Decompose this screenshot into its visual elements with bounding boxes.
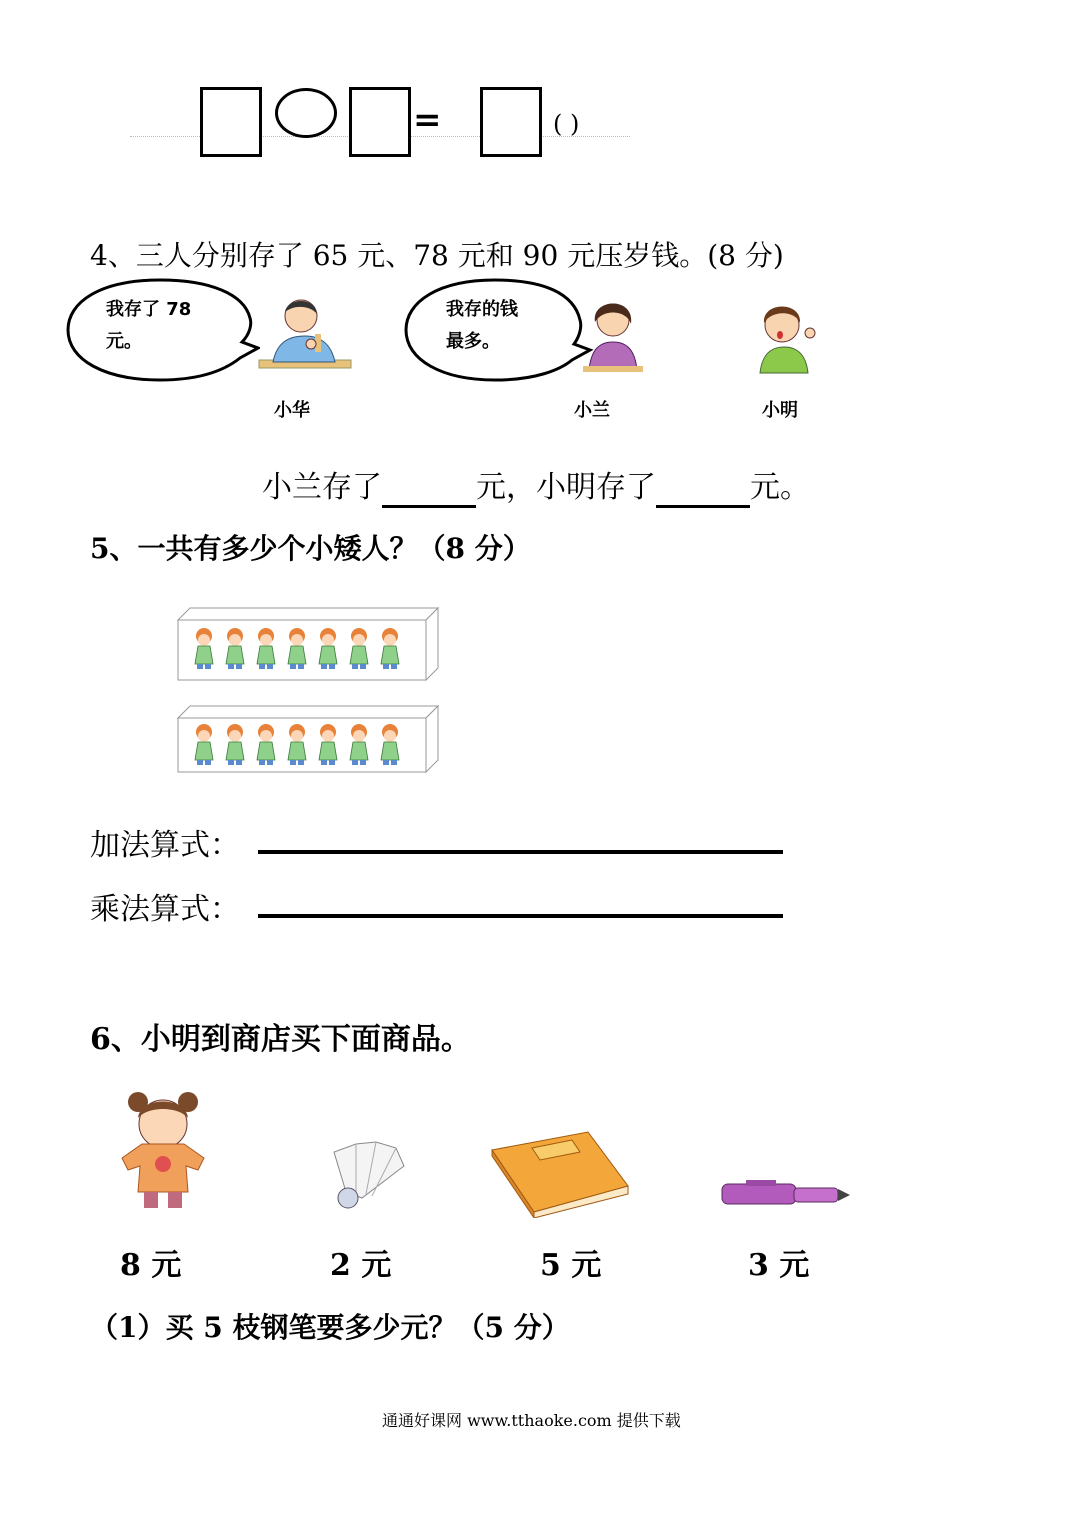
dwarf-figure	[319, 628, 337, 669]
answer-part-2: 元，小明存了	[476, 470, 656, 505]
dwarf-figure	[257, 724, 275, 765]
dwarf-figure	[350, 724, 368, 765]
name-xiaohua: 小华	[274, 400, 310, 421]
dwarf-figure	[257, 628, 275, 669]
add-label: 加法算式：	[90, 828, 240, 863]
unit-parentheses: ( )	[553, 110, 580, 138]
book-illustration	[488, 1128, 632, 1218]
dwarf-figure	[226, 724, 244, 765]
footer-credit: 通通好课网 www.tthaoke.com 提供下载	[382, 1411, 681, 1430]
answer-box-1[interactable]	[200, 87, 262, 157]
name-xiaolan: 小兰	[574, 400, 610, 421]
xiaoming-blank[interactable]	[656, 470, 750, 508]
mul-answer-line[interactable]	[258, 914, 783, 918]
dwarf-figure	[226, 628, 244, 669]
price-book: 5 元	[540, 1248, 602, 1283]
q4-title: 4、三人分别存了 65 元、78 元和 90 元压岁钱。(8 分)	[90, 239, 784, 272]
dwarf-figure	[195, 628, 213, 669]
answer-box-result[interactable]	[480, 87, 542, 157]
bubble-1-line-1: 我存了 78	[106, 299, 192, 320]
dwarf-figure	[381, 724, 399, 765]
dwarf-figure	[350, 628, 368, 669]
name-xiaoming: 小明	[762, 400, 798, 421]
xiaolan-illustration	[583, 290, 643, 374]
q6-title: 6、小明到商店买下面商品。	[90, 1022, 471, 1057]
dwarf-boxes	[176, 606, 440, 776]
dwarf-figure	[288, 724, 306, 765]
doll-illustration	[108, 1088, 218, 1214]
bubble-2-text	[446, 294, 518, 358]
mul-label: 乘法算式：	[90, 892, 240, 927]
bubble-1-line-2: 元。	[106, 331, 142, 352]
q4-answer-line	[262, 462, 810, 508]
shuttlecock-illustration	[326, 1138, 410, 1210]
answer-part-3: 元。	[750, 470, 810, 505]
operator-circle[interactable]	[275, 88, 337, 138]
bubble-2-line-2: 最多。	[446, 331, 500, 352]
xiaoming-illustration	[750, 293, 820, 377]
answer-part-1: 小兰存了	[262, 470, 382, 505]
add-answer-line[interactable]	[258, 850, 783, 854]
price-shuttlecock: 2 元	[330, 1248, 392, 1283]
price-pen: 3 元	[748, 1248, 810, 1283]
price-doll: 8 元	[120, 1248, 182, 1283]
bubble-2-line-1: 我存的钱	[446, 299, 518, 320]
bubble-1-text	[106, 294, 191, 358]
q5-title: 5、一共有多少个小矮人？（8 分）	[90, 532, 531, 565]
pen-illustration	[716, 1176, 852, 1212]
xiaohua-illustration	[255, 292, 355, 374]
dwarf-figure	[381, 628, 399, 669]
xiaolan-blank[interactable]	[382, 470, 476, 508]
dwarf-figure	[319, 724, 337, 765]
q6-sub1: （1）买 5 枝钢笔要多少元？（5 分）	[90, 1311, 570, 1344]
equals-sign: =	[413, 100, 442, 140]
dwarf-figure	[195, 724, 213, 765]
answer-box-2[interactable]	[349, 87, 411, 157]
dwarf-figure	[288, 628, 306, 669]
